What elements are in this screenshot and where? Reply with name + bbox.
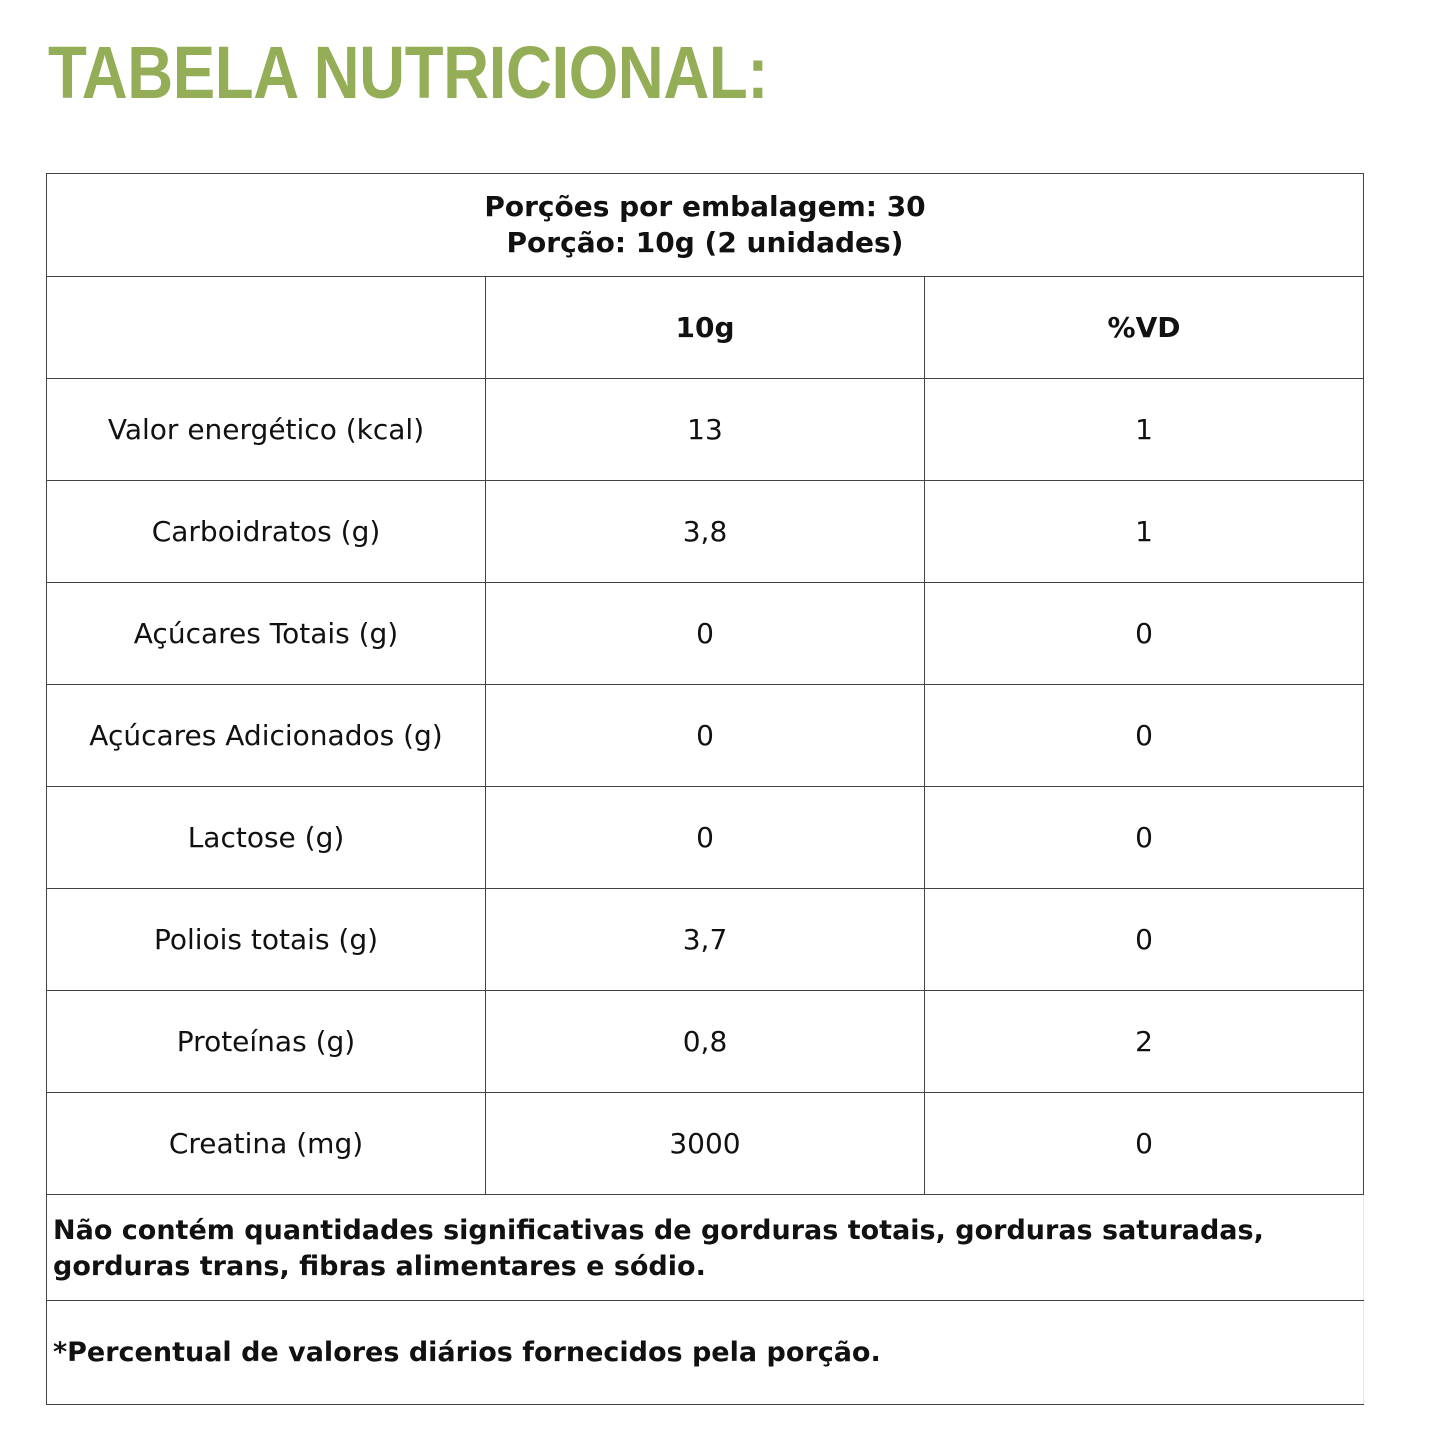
table-row — [47, 889, 1364, 991]
nutrient-name: Proteínas (g) — [47, 991, 486, 1093]
page-title: TABELA NUTRICIONAL: — [48, 31, 769, 114]
nutrient-amount: 3000 — [486, 1093, 925, 1195]
table-row — [47, 379, 1364, 481]
table-row — [47, 583, 1364, 685]
nutrition-table — [46, 173, 1364, 1405]
nutrient-name: Açúcares Adicionados (g) — [47, 685, 486, 787]
table-row — [47, 481, 1364, 583]
footnote-daily-value: *Percentual de valores diários fornecidos pela porção. — [47, 1301, 1364, 1405]
nutrient-amount: 13 — [486, 379, 925, 481]
nutrient-name: Poliois totais (g) — [47, 889, 486, 991]
nutrient-amount: 0 — [486, 685, 925, 787]
serving-info — [47, 174, 1364, 277]
nutrient-name: Lactose (g) — [47, 787, 486, 889]
column-header-row — [47, 277, 1364, 379]
nutrient-amount: 3,7 — [486, 889, 925, 991]
table-row — [47, 685, 1364, 787]
serving-header-row — [47, 174, 1364, 277]
nutrient-name: Carboidratos (g) — [47, 481, 486, 583]
nutrient-amount: 3,8 — [486, 481, 925, 583]
nutrient-dv: 1 — [925, 379, 1364, 481]
nutrient-name: Açúcares Totais (g) — [47, 583, 486, 685]
nutrient-dv: 2 — [925, 991, 1364, 1093]
table-row — [47, 787, 1364, 889]
nutrient-dv: 0 — [925, 685, 1364, 787]
footnote-not-significant: Não contém quantidades significativas de gorduras totais, gorduras saturadas, gorduras trans, fibras alimentares e sódio. — [47, 1195, 1364, 1301]
nutrient-name: Valor energético (kcal) — [47, 379, 486, 481]
footnote-row — [47, 1195, 1364, 1301]
column-header-amount: 10g — [486, 277, 925, 379]
nutrient-amount: 0,8 — [486, 991, 925, 1093]
nutrient-dv: 0 — [925, 889, 1364, 991]
nutrient-amount: 0 — [486, 787, 925, 889]
nutrient-dv: 1 — [925, 481, 1364, 583]
serving-size: Porção: 10g (2 unidades) — [506, 226, 904, 259]
column-header-nutrient — [47, 277, 486, 379]
nutrient-dv: 0 — [925, 1093, 1364, 1195]
footnote-row — [47, 1301, 1364, 1405]
table-row — [47, 991, 1364, 1093]
table-row — [47, 1093, 1364, 1195]
nutrient-name: Creatina (mg) — [47, 1093, 486, 1195]
nutrient-amount: 0 — [486, 583, 925, 685]
servings-per-package: Porções por embalagem: 30 — [484, 190, 926, 224]
nutrient-dv: 0 — [925, 583, 1364, 685]
column-header-dv: %VD — [925, 277, 1364, 379]
nutrient-dv: 0 — [925, 787, 1364, 889]
